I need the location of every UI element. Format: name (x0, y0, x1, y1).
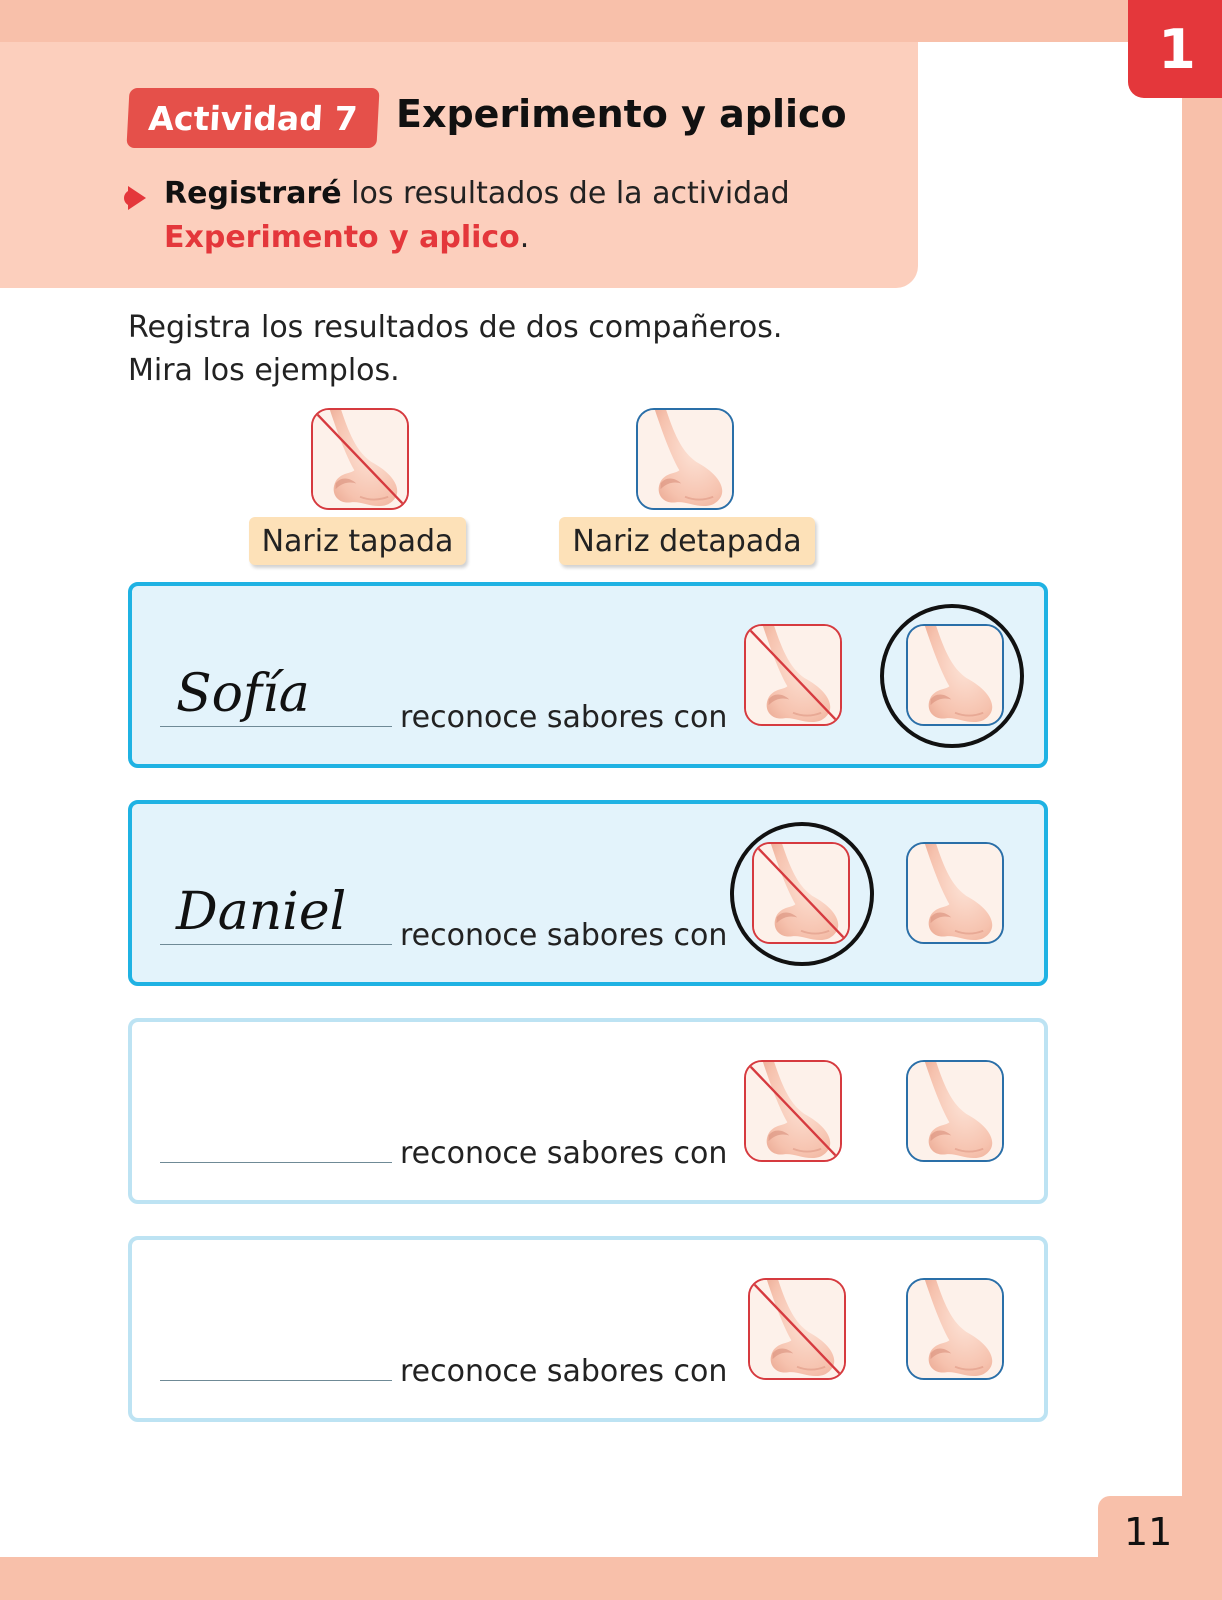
record-name: Daniel (176, 882, 347, 942)
objective-highlight: Experimento y aplico (164, 220, 520, 255)
instructions (128, 306, 782, 392)
record-text: reconoce sabores con (400, 1136, 728, 1171)
objective-end: . (519, 220, 530, 255)
name-line[interactable] (160, 944, 392, 945)
nose-icon[interactable] (906, 1278, 1004, 1380)
record-row-blank-1 (128, 1018, 1048, 1204)
objective-text (164, 172, 884, 260)
activity-badge: Actividad 7 (126, 88, 379, 148)
selection-circle (730, 822, 874, 966)
nose-crossed-out-icon (311, 408, 409, 510)
nose-icon (636, 408, 734, 510)
selection-circle (880, 604, 1024, 748)
record-text: reconoce sabores con (400, 700, 728, 735)
objective-verb: Registraré (164, 176, 342, 211)
top-border (0, 0, 1222, 42)
legend-open-label: Nariz detapada (559, 517, 815, 565)
right-border (1182, 0, 1222, 1600)
nose-crossed-out-icon[interactable] (744, 624, 842, 726)
record-row-example-1 (128, 582, 1048, 768)
nose-icon[interactable] (906, 842, 1004, 944)
name-line[interactable] (160, 1380, 392, 1381)
activity-title: Experimento y aplico (396, 92, 847, 136)
name-line[interactable] (160, 726, 392, 727)
record-name: Sofía (176, 664, 310, 724)
instructions-line-2: Mira los ejemplos. (128, 353, 400, 388)
bottom-border (0, 1557, 1222, 1600)
page-number: 11 (1124, 1510, 1173, 1554)
legend-blocked-label: Nariz tapada (249, 517, 466, 565)
record-row-blank-2 (128, 1236, 1048, 1422)
unit-number-tab: 1 (1128, 0, 1222, 98)
nose-icon[interactable] (906, 1060, 1004, 1162)
nose-crossed-out-icon[interactable] (744, 1060, 842, 1162)
record-row-example-2 (128, 800, 1048, 986)
bullet-icon (128, 186, 146, 210)
record-text: reconoce sabores con (400, 1354, 728, 1389)
name-line[interactable] (160, 1162, 392, 1163)
nose-crossed-out-icon[interactable] (748, 1278, 846, 1380)
instructions-line-1: Registra los resultados de dos compañeros. (128, 310, 783, 345)
record-text: reconoce sabores con (400, 918, 728, 953)
objective-body: los resultados de la actividad (341, 176, 790, 211)
